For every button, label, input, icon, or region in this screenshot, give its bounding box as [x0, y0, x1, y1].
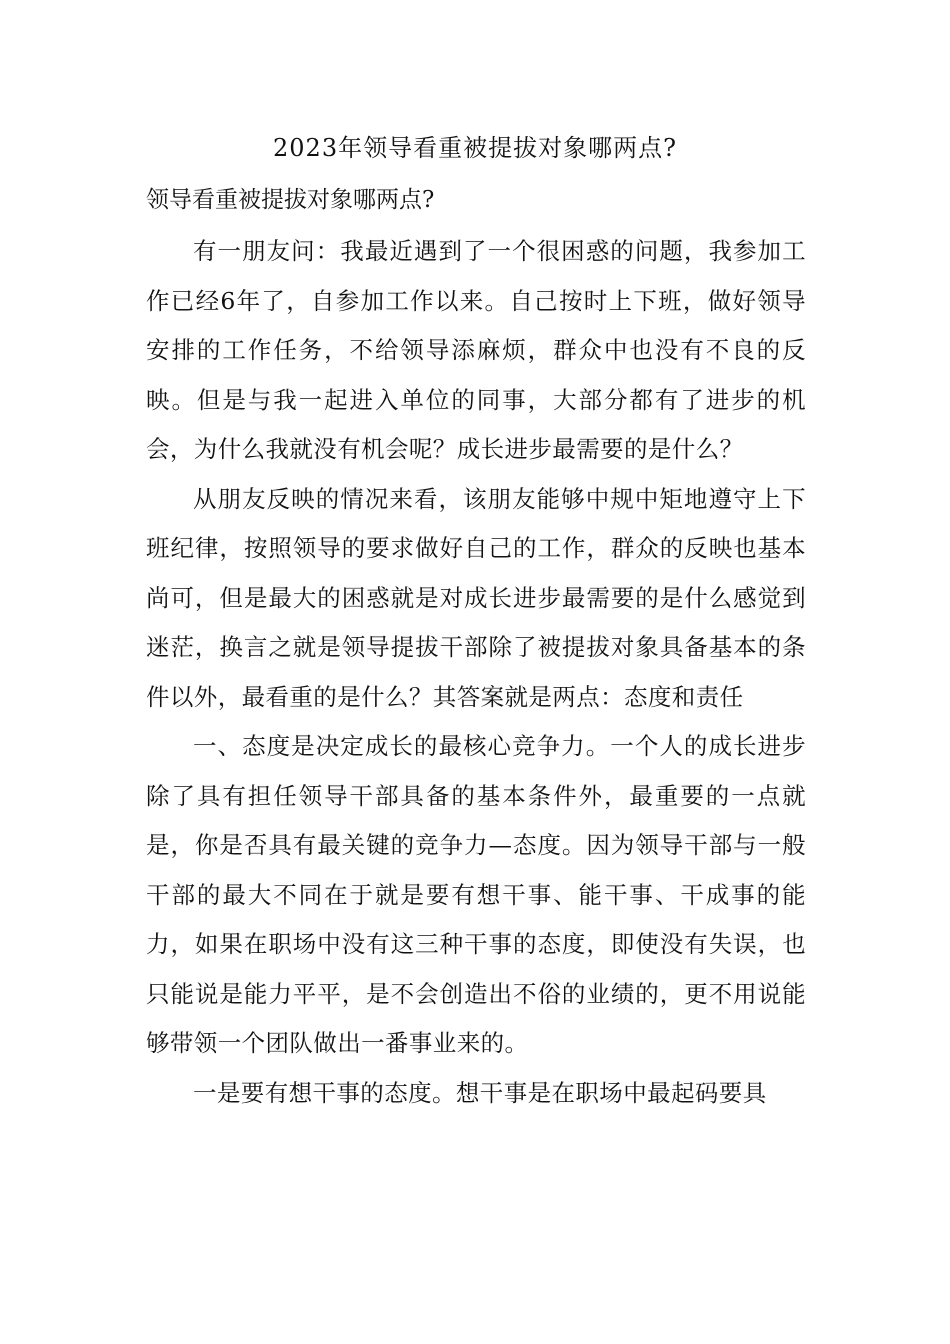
- paragraph-friend-question: 有一朋友问：我最近遇到了一个很困惑的问题，我参加工作已经6年了，自参加工作以来。自己按时上下班，做好领导安排的工作任务，不给领导添麻烦，群众中也没有不良的反映。但是与我一起进入单位的同事，大部分都有了进步的机会，为什么我就没有机会呢？成长进步最需要的是什么？: [146, 237, 806, 463]
- document-title: 2023年领导看重被提拔对象哪两点?: [273, 134, 677, 162]
- paragraph-willing-to-work: 一是要有想干事的态度。想干事是在职场中最起码要具: [193, 1078, 767, 1107]
- paragraph-attitude: 一、态度是决定成长的最核心竞争力。一个人的成长进步除了具有担任领导干部具备的基本条件外，最重要的一点就是，你是否具有最关键的竞争力—态度。因为领导干部与一般干部的最大不同在于就是要有想干事、能干事、干成事的能力，如果在职场中没有这三种干事的态度，即使没有失误，也只能说是能力平平，是不会创造出不俗的业绩的，更不用说能够带领一个团队做出一番事业来的。: [146, 732, 806, 1057]
- document-subtitle: 领导看重被提拔对象哪两点?: [146, 187, 435, 213]
- paragraph-analysis: 从朋友反映的情况来看，该朋友能够中规中矩地遵守上下班纪律，按照领导的要求做好自己的工作，群众的反映也基本尚可，但是最大的困惑就是对成长进步最需要的是什么感觉到迷茫，换言之就是领导提拔干部除了被提拔对象具备基本的条件以外，最看重的是什么？其答案就是两点：态度和责任: [146, 484, 806, 711]
- document-body: [146, 227, 806, 1118]
